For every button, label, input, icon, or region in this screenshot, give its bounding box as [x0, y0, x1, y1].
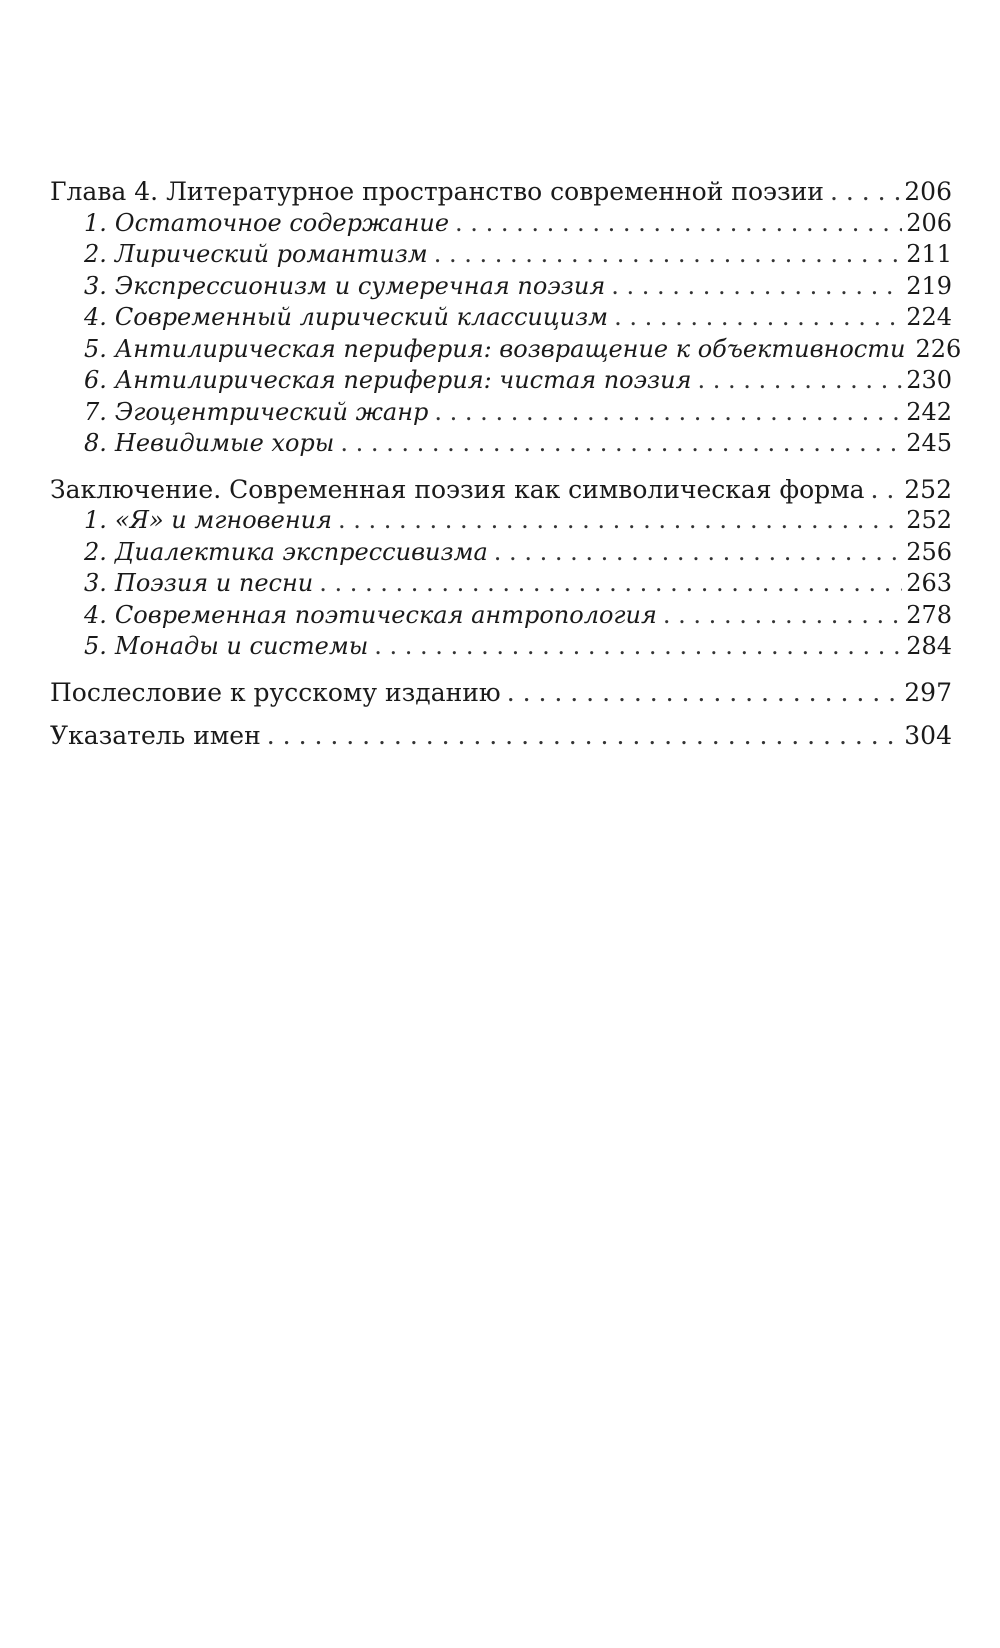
entry-title: Глава 4. Литературное пространство современной поэзии — [50, 177, 824, 206]
page-number: 230 — [906, 366, 952, 394]
entry-title: Антилирическая периферия: чистая поэзия — [114, 366, 692, 394]
page-number: 224 — [906, 303, 952, 331]
toc-entry-section[interactable] — [50, 631, 952, 663]
entry-title: Диалектика экспрессивизма — [114, 537, 488, 566]
toc-entry-section[interactable] — [50, 365, 952, 397]
page-number: 278 — [906, 600, 952, 629]
section-number: 7. — [84, 397, 107, 426]
toc-entry-section[interactable] — [50, 600, 952, 632]
section-number: 3. — [84, 271, 107, 300]
entry-title: Заключение. Современная поэзия как символическая форма — [50, 474, 865, 504]
dot-leader — [614, 302, 902, 334]
section-number: 2. — [84, 240, 107, 268]
section-number: 2. — [84, 537, 107, 566]
table-of-contents — [50, 176, 962, 764]
toc-entry-section[interactable] — [50, 537, 952, 569]
section-number: 3. — [84, 569, 107, 597]
dot-leader — [338, 505, 902, 537]
section-number: 1. — [84, 506, 107, 534]
page-number: 252 — [904, 474, 952, 504]
dot-leader — [611, 271, 902, 303]
entry-title: Поэзия и песни — [114, 569, 314, 597]
entry-title: Лирический романтизм — [114, 240, 428, 268]
dot-leader — [507, 677, 901, 709]
page-number: 284 — [906, 632, 952, 660]
toc-entry-afterword[interactable] — [50, 677, 952, 709]
dot-leader — [434, 239, 902, 271]
page-number: 242 — [906, 397, 952, 426]
entry-title: Указатель имен — [50, 721, 261, 750]
toc-entry-index[interactable] — [50, 720, 952, 752]
dot-leader — [698, 365, 903, 397]
section-number: 4. — [84, 303, 107, 331]
entry-title: Антилирическая периферия: возвращение к объективности — [114, 334, 906, 363]
toc-entry-section[interactable] — [50, 334, 962, 366]
chapter-4-group — [50, 176, 962, 460]
toc-entry-section[interactable] — [50, 505, 952, 537]
page-number: 297 — [904, 677, 952, 707]
page-number: 256 — [906, 537, 952, 566]
dot-leader — [871, 474, 901, 506]
section-number: 5. — [84, 334, 107, 363]
dot-leader — [434, 397, 902, 429]
toc-entry-section[interactable] — [50, 271, 952, 303]
dot-leader — [340, 428, 902, 460]
conclusion-group — [50, 474, 952, 663]
page-number: 206 — [904, 177, 952, 206]
entry-title: «Я» и мгновения — [114, 506, 332, 534]
page-number: 252 — [906, 506, 952, 534]
entry-title: Остаточное содержание — [114, 208, 450, 237]
index-group — [50, 720, 952, 752]
entry-title: Современный лирический классицизм — [114, 303, 609, 331]
entry-title: Современная поэтическая антропология — [114, 600, 657, 629]
dot-leader — [319, 568, 902, 600]
entry-title: Экспрессионизм и сумеречная поэзия — [114, 271, 606, 300]
entry-title: Эгоцентрический жанр — [114, 397, 429, 426]
toc-entry-chapter-4[interactable] — [50, 176, 952, 208]
dot-leader — [830, 176, 900, 208]
page-number: 211 — [906, 240, 952, 268]
page-number: 206 — [906, 208, 952, 237]
toc-entry-section[interactable] — [50, 428, 952, 460]
page-number: 245 — [906, 429, 952, 457]
toc-entry-section[interactable] — [50, 302, 952, 334]
dot-leader — [663, 600, 902, 632]
entry-title: Послесловие к русскому изданию — [50, 677, 501, 707]
toc-entry-section[interactable] — [50, 239, 952, 271]
entry-title: Монады и системы — [114, 632, 369, 660]
toc-entry-conclusion[interactable] — [50, 474, 952, 506]
afterword-group — [50, 677, 952, 709]
dot-leader — [374, 631, 902, 663]
dot-leader — [267, 720, 901, 752]
page-number: 219 — [906, 271, 952, 300]
page-number: 226 — [915, 334, 962, 363]
page-number: 263 — [906, 569, 952, 597]
section-number: 6. — [84, 366, 107, 394]
section-number: 5. — [84, 632, 107, 660]
dot-leader — [494, 537, 902, 569]
page-number: 304 — [904, 721, 952, 750]
entry-title: Невидимые хоры — [114, 429, 335, 457]
dot-leader — [455, 208, 902, 240]
toc-entry-section[interactable] — [50, 568, 952, 600]
toc-entry-section[interactable] — [50, 397, 952, 429]
toc-entry-section[interactable] — [50, 208, 952, 240]
section-number: 4. — [84, 600, 107, 629]
section-number: 1. — [84, 208, 107, 237]
section-number: 8. — [84, 429, 107, 457]
